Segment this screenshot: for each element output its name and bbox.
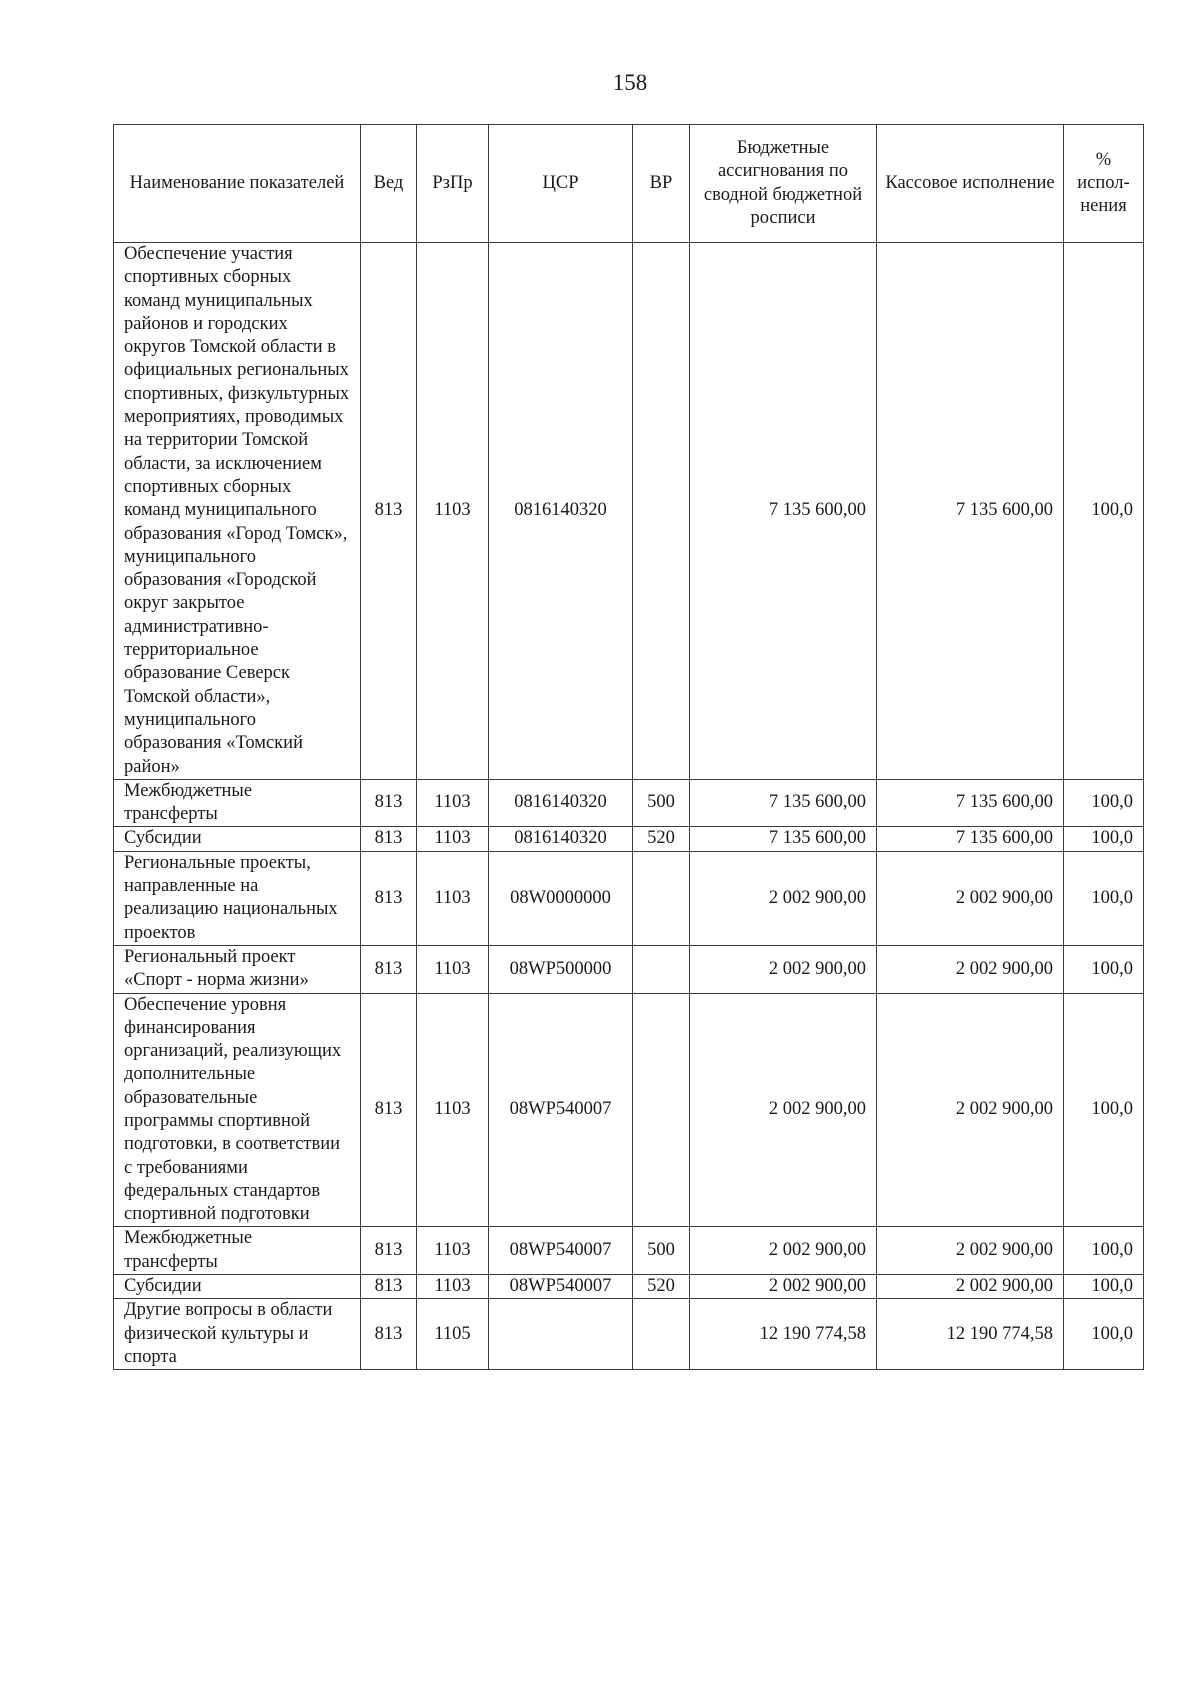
cell-vr <box>633 993 690 1227</box>
header-rzpr: РзПр <box>417 125 489 243</box>
table-row <box>114 945 1144 993</box>
cell-budget: 7 135 600,00 <box>690 779 877 827</box>
cell-cash: 7 135 600,00 <box>877 243 1064 780</box>
cell-rzpr: 1103 <box>417 243 489 780</box>
cell-name: Субсидии <box>114 827 361 851</box>
cell-percent: 100,0 <box>1064 851 1144 945</box>
cell-cash: 7 135 600,00 <box>877 779 1064 827</box>
cell-cash: 2 002 900,00 <box>877 993 1064 1227</box>
table-row <box>114 827 1144 851</box>
cell-rzpr: 1103 <box>417 1275 489 1299</box>
cell-name: Обеспечение уровня финансирования организаций, реализующих дополнительные образовательные программы спортивной подготовки, в соответствии с требованиями федеральных стандартов спортивной подготовки <box>114 993 361 1227</box>
cell-csr: 08WP540007 <box>489 993 633 1227</box>
cell-ved: 813 <box>361 1275 417 1299</box>
cell-cash: 12 190 774,58 <box>877 1299 1064 1370</box>
cell-name: Межбюджетные трансферты <box>114 779 361 827</box>
cell-csr <box>489 1299 633 1370</box>
cell-name: Межбюджетные трансферты <box>114 1227 361 1275</box>
cell-budget: 2 002 900,00 <box>690 945 877 993</box>
cell-csr: 0816140320 <box>489 827 633 851</box>
cell-ved: 813 <box>361 945 417 993</box>
cell-vr: 500 <box>633 779 690 827</box>
cell-ved: 813 <box>361 993 417 1227</box>
cell-ved: 813 <box>361 851 417 945</box>
cell-vr: 520 <box>633 1275 690 1299</box>
cell-ved: 813 <box>361 243 417 780</box>
header-csr: ЦСР <box>489 125 633 243</box>
cell-budget: 7 135 600,00 <box>690 243 877 780</box>
cell-rzpr: 1103 <box>417 945 489 993</box>
cell-ved: 813 <box>361 1227 417 1275</box>
cell-percent: 100,0 <box>1064 1275 1144 1299</box>
cell-rzpr: 1103 <box>417 779 489 827</box>
cell-name: Другие вопросы в области физической культуры и спорта <box>114 1299 361 1370</box>
cell-percent: 100,0 <box>1064 779 1144 827</box>
cell-budget: 2 002 900,00 <box>690 993 877 1227</box>
cell-csr: 08WP540007 <box>489 1227 633 1275</box>
cell-csr: 08WP540007 <box>489 1275 633 1299</box>
cell-csr: 0816140320 <box>489 243 633 780</box>
cell-rzpr: 1103 <box>417 1227 489 1275</box>
cell-csr: 0816140320 <box>489 779 633 827</box>
cell-budget: 12 190 774,58 <box>690 1299 877 1370</box>
cell-name: Региональные проекты, направленные на реализацию национальных проектов <box>114 851 361 945</box>
table-row <box>114 243 1144 780</box>
cell-ved: 813 <box>361 827 417 851</box>
cell-cash: 2 002 900,00 <box>877 851 1064 945</box>
table-header-row <box>114 125 1144 243</box>
cell-csr: 08WP500000 <box>489 945 633 993</box>
cell-vr: 520 <box>633 827 690 851</box>
cell-percent: 100,0 <box>1064 1227 1144 1275</box>
cell-budget: 7 135 600,00 <box>690 827 877 851</box>
table-row <box>114 1227 1144 1275</box>
cell-ved: 813 <box>361 1299 417 1370</box>
cell-percent: 100,0 <box>1064 1299 1144 1370</box>
budget-execution-table <box>113 124 1144 1370</box>
cell-rzpr: 1103 <box>417 827 489 851</box>
header-vr: ВР <box>633 125 690 243</box>
cell-name: Субсидии <box>114 1275 361 1299</box>
header-cash: Кассовое исполнение <box>877 125 1064 243</box>
cell-cash: 2 002 900,00 <box>877 1275 1064 1299</box>
header-ved: Вед <box>361 125 417 243</box>
table-row <box>114 1299 1144 1370</box>
cell-rzpr: 1103 <box>417 851 489 945</box>
cell-cash: 7 135 600,00 <box>877 827 1064 851</box>
cell-budget: 2 002 900,00 <box>690 1275 877 1299</box>
cell-budget: 2 002 900,00 <box>690 1227 877 1275</box>
cell-budget: 2 002 900,00 <box>690 851 877 945</box>
cell-csr: 08W0000000 <box>489 851 633 945</box>
cell-name: Обеспечение участия спортивных сборных команд муниципальных районов и городских округов Томской области в официальных региональных спортивных, физкультурных мероприятиях, проводимых на территории Томской области, за исключением спортивных сборных команд муниципального образования «Город Томск», муниципального образования «Городской округ закрытое административно-территориальное образование Северск Томской области», муниципального образования «Томский район» <box>114 243 361 780</box>
cell-percent: 100,0 <box>1064 827 1144 851</box>
header-name: Наименование показателей <box>114 125 361 243</box>
cell-vr <box>633 243 690 780</box>
cell-name: Региональный проект «Спорт - норма жизни» <box>114 945 361 993</box>
cell-vr <box>633 945 690 993</box>
cell-cash: 2 002 900,00 <box>877 1227 1064 1275</box>
header-budget: Бюджетные ассигнования по сводной бюджетной росписи <box>690 125 877 243</box>
cell-percent: 100,0 <box>1064 243 1144 780</box>
cell-rzpr: 1105 <box>417 1299 489 1370</box>
cell-percent: 100,0 <box>1064 945 1144 993</box>
table-row <box>114 993 1144 1227</box>
cell-ved: 813 <box>361 779 417 827</box>
cell-percent: 100,0 <box>1064 993 1144 1227</box>
page-number: 158 <box>612 70 648 95</box>
table-row <box>114 779 1144 827</box>
cell-vr <box>633 851 690 945</box>
cell-vr: 500 <box>633 1227 690 1275</box>
header-percent: % испол-нения <box>1064 125 1144 243</box>
table-row <box>114 851 1144 945</box>
cell-cash: 2 002 900,00 <box>877 945 1064 993</box>
cell-rzpr: 1103 <box>417 993 489 1227</box>
cell-vr <box>633 1299 690 1370</box>
table-row <box>114 1275 1144 1299</box>
